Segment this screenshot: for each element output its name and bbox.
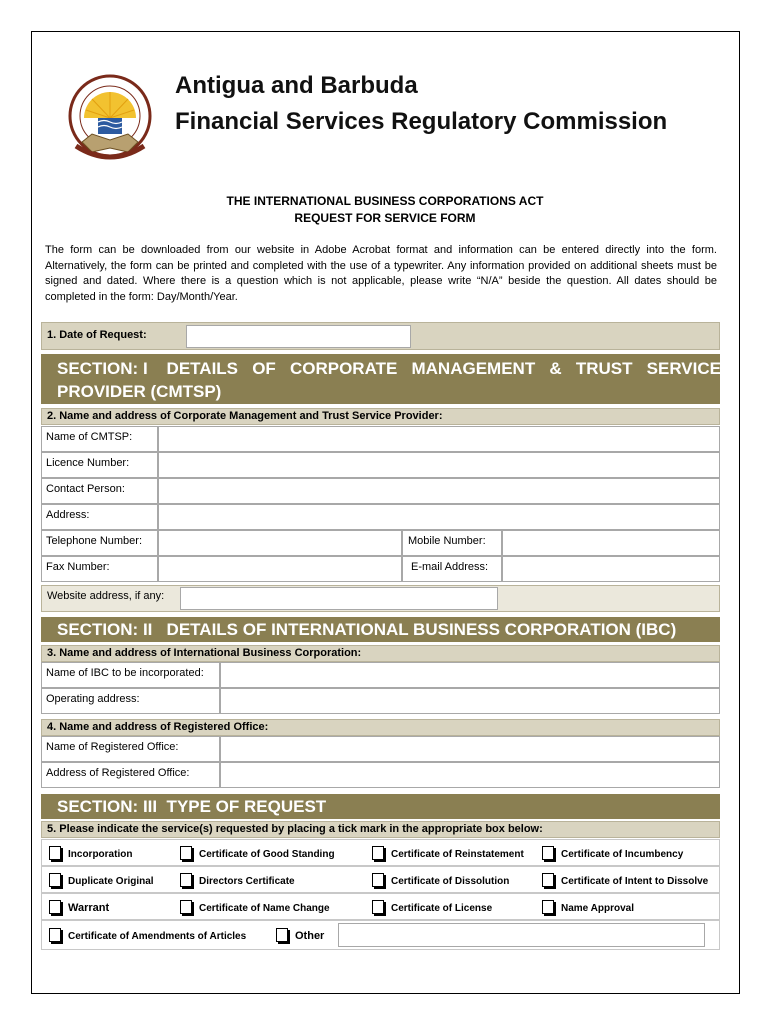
- address-row: [41, 504, 720, 530]
- licence-number-input[interactable]: [158, 452, 720, 478]
- question-3-label: 3. Name and address of International Business Corporation:: [47, 647, 362, 659]
- address-input[interactable]: [158, 504, 720, 530]
- mobile-label: Mobile Number:: [402, 530, 502, 556]
- title-line-1: Antigua and Barbuda: [175, 72, 418, 99]
- checkbox-icon[interactable]: [542, 873, 554, 887]
- question-5-bar: [41, 821, 720, 838]
- date-of-request-label: 1. Date of Request:: [47, 329, 147, 341]
- website-input[interactable]: [180, 587, 498, 610]
- question-2-bar: [41, 408, 720, 425]
- checkbox-icon[interactable]: [180, 873, 192, 887]
- checkbox-icon[interactable]: [180, 846, 192, 860]
- operating-address-label: Operating address:: [41, 688, 220, 714]
- cmtsp-name-row: [41, 426, 720, 452]
- option-directors-certificate[interactable]: [180, 873, 295, 887]
- organization-title: [175, 68, 667, 140]
- option-label: Warrant: [68, 902, 110, 914]
- ibc-name-input[interactable]: [220, 662, 720, 688]
- contact-person-input[interactable]: [158, 478, 720, 504]
- checkbox-icon[interactable]: [542, 846, 554, 860]
- fax-input[interactable]: [158, 556, 402, 582]
- operating-address-row: [41, 688, 720, 714]
- address-label: Address:: [41, 504, 158, 530]
- option-incorporation[interactable]: [49, 846, 132, 860]
- fax-row: [41, 556, 720, 582]
- option-label: Certificate of Dissolution: [391, 876, 510, 887]
- other-service-input[interactable]: [338, 923, 705, 947]
- option-license[interactable]: [372, 900, 492, 914]
- ibc-name-row: [41, 662, 720, 688]
- question-4-bar: [41, 719, 720, 736]
- section-1-title-line-1: SECTION: I DETAILS OF CORPORATE MANAGEMENT & TRUST SERVICE: [57, 359, 721, 378]
- cmtsp-name-label: Name of CMTSP:: [41, 426, 158, 452]
- email-input[interactable]: [502, 556, 720, 582]
- option-duplicate-original[interactable]: [49, 873, 154, 887]
- question-2-label: 2. Name and address of Corporate Management and Trust Service Provider:: [47, 410, 443, 422]
- checkbox-icon[interactable]: [49, 928, 61, 942]
- telephone-row: [41, 530, 720, 556]
- checkbox-icon[interactable]: [180, 900, 192, 914]
- option-label: Certificate of Reinstatement: [391, 849, 524, 860]
- option-label: Certificate of License: [391, 903, 493, 914]
- contact-person-label: Contact Person:: [41, 478, 158, 504]
- email-label: E-mail Address:: [402, 556, 502, 582]
- section-2-header: [41, 617, 720, 642]
- checkbox-icon[interactable]: [49, 900, 61, 914]
- option-label: Other: [295, 930, 325, 942]
- checkbox-icon[interactable]: [49, 846, 61, 860]
- option-dissolution[interactable]: [372, 873, 509, 887]
- registered-office-name-label: Name of Registered Office:: [41, 736, 220, 762]
- option-label: Name Approval: [561, 903, 634, 914]
- option-other[interactable]: [276, 928, 324, 942]
- option-name-change[interactable]: [180, 900, 330, 914]
- section-2-title: SECTION: II DETAILS OF INTERNATIONAL BUSINESS CORPORATION (IBC): [57, 620, 677, 639]
- intro-paragraph: The form can be downloaded from our website in Adobe Acrobat format and information can be entered directly into the form. Alternatively, the form can be printed and completed with the use of a typewriter. Any information provided on additional sheets must be signed and dated. Where there is a question which is not applicable, please write “N/A” beside the question. All dates should be completed in the form: Day/Month/Year.: [45, 244, 717, 303]
- checkbox-icon[interactable]: [372, 873, 384, 887]
- option-label: Directors Certificate: [199, 876, 295, 887]
- option-warrant[interactable]: [49, 900, 109, 914]
- telephone-label: Telephone Number:: [41, 530, 158, 556]
- option-reinstatement[interactable]: [372, 846, 524, 860]
- fax-label: Fax Number:: [41, 556, 158, 582]
- question-3-bar: [41, 645, 720, 662]
- checkbox-icon[interactable]: [372, 846, 384, 860]
- contact-person-row: [41, 478, 720, 504]
- option-incumbency[interactable]: [542, 846, 683, 860]
- registered-office-name-row: [41, 736, 720, 762]
- act-title: THE INTERNATIONAL BUSINESS CORPORATIONS ACT: [226, 194, 544, 208]
- licence-number-label: Licence Number:: [41, 452, 158, 478]
- checkbox-icon[interactable]: [372, 900, 384, 914]
- registered-office-address-label: Address of Registered Office:: [41, 762, 220, 788]
- option-label: Certificate of Incumbency: [561, 849, 684, 860]
- title-line-2: Financial Services Regulatory Commission: [175, 108, 668, 135]
- ibc-name-label: Name of IBC to be incorporated:: [41, 662, 220, 688]
- checkbox-icon[interactable]: [276, 928, 288, 942]
- section-1-title-line-2: PROVIDER (CMTSP): [57, 382, 222, 401]
- website-label: Website address, if any:: [47, 590, 165, 602]
- option-name-approval[interactable]: [542, 900, 634, 914]
- section-3-header: [41, 794, 720, 819]
- fsrc-seal-logo: [62, 72, 158, 168]
- mobile-input[interactable]: [502, 530, 720, 556]
- option-amendments-of-articles[interactable]: [49, 928, 246, 942]
- option-good-standing[interactable]: [180, 846, 335, 860]
- section-3-title: SECTION: III TYPE OF REQUEST: [57, 797, 327, 816]
- question-4-label: 4. Name and address of Registered Office:: [47, 721, 269, 733]
- date-of-request-input[interactable]: [186, 325, 411, 348]
- licence-number-row: [41, 452, 720, 478]
- operating-address-input[interactable]: [220, 688, 720, 714]
- form-subtitle: REQUEST FOR SERVICE FORM: [294, 211, 476, 225]
- section-1-header: [41, 354, 720, 404]
- registered-office-address-row: [41, 762, 720, 788]
- option-intent-to-dissolve[interactable]: [542, 873, 708, 887]
- registered-office-address-input[interactable]: [220, 762, 720, 788]
- checkbox-icon[interactable]: [542, 900, 554, 914]
- registered-office-name-input[interactable]: [220, 736, 720, 762]
- option-label: Certificate of Good Standing: [199, 849, 335, 860]
- question-5-label: 5. Please indicate the service(s) requested by placing a tick mark in the appropriate box below:: [47, 823, 543, 835]
- telephone-input[interactable]: [158, 530, 402, 556]
- option-label: Incorporation: [68, 849, 133, 860]
- option-label: Certificate of Amendments of Articles: [68, 931, 247, 942]
- option-label: Duplicate Original: [68, 876, 154, 887]
- checkbox-icon[interactable]: [49, 873, 61, 887]
- option-label: Certificate of Intent to Dissolve: [561, 876, 709, 887]
- cmtsp-name-input[interactable]: [158, 426, 720, 452]
- option-label: Certificate of Name Change: [199, 903, 330, 914]
